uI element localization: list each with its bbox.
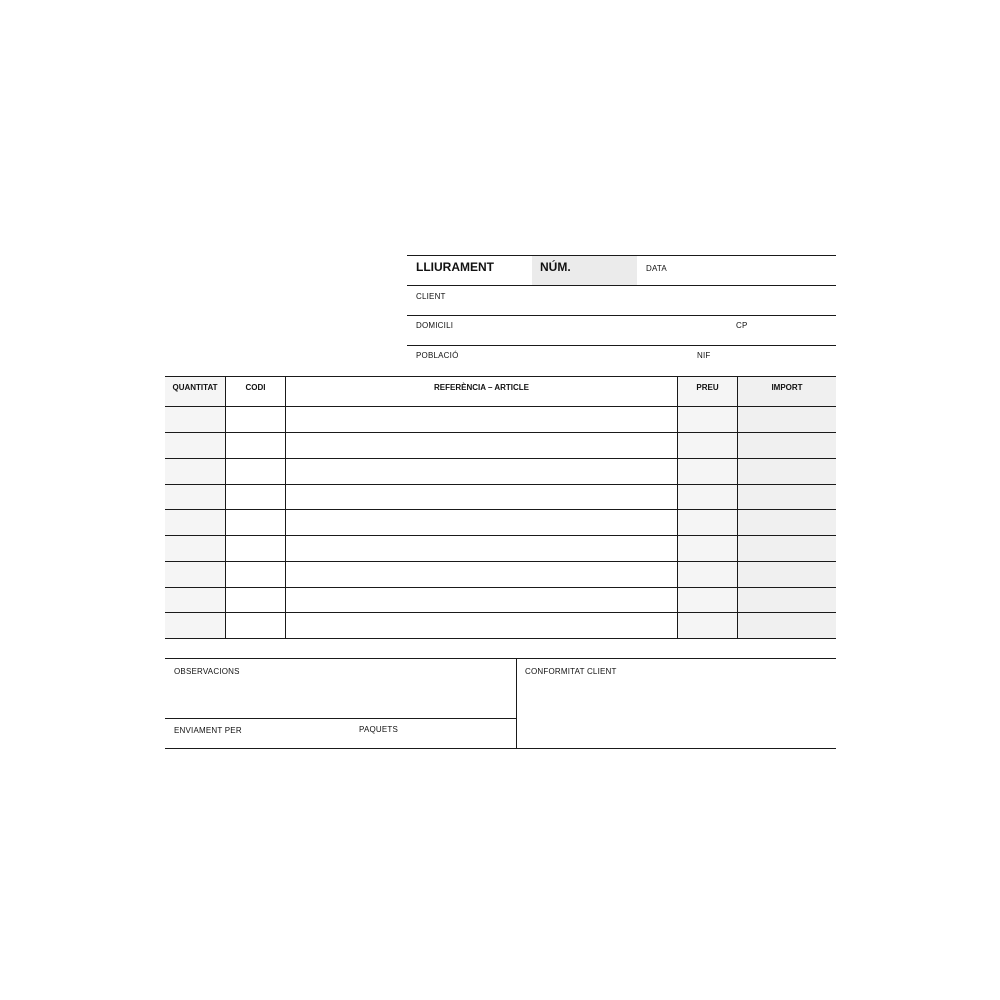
column-header-amount: IMPORT [771, 383, 803, 392]
header-rule-2 [407, 315, 836, 316]
shipping-label: ENVIAMENT PER [174, 726, 242, 735]
table-row[interactable] [165, 459, 836, 484]
footer-top-rule [165, 658, 836, 659]
table-row[interactable] [165, 485, 836, 509]
column-header-price: PREU [696, 383, 719, 392]
packages-label: PAQUETS [359, 725, 399, 734]
observations-label: OBSERVACIONS [174, 667, 240, 676]
date-label: DATA [646, 264, 667, 273]
observations-field[interactable] [165, 678, 516, 718]
table-row[interactable] [165, 510, 836, 535]
column-header-code: CODI [245, 383, 266, 392]
table-row[interactable] [165, 588, 836, 612]
number-label: NÚM. [540, 260, 571, 274]
table-top-rule [165, 376, 836, 377]
table-row[interactable] [165, 562, 836, 587]
column-header-reference: REFERÈNCIA – ARTICLE [434, 383, 529, 392]
client-approval-field[interactable] [517, 678, 836, 748]
client-approval-label: CONFORMITAT CLIENT [525, 667, 617, 676]
client-label: CLIENT [416, 292, 446, 301]
table-row[interactable] [165, 433, 836, 458]
table-row[interactable] [165, 536, 836, 561]
postcode-label: CP [736, 321, 748, 330]
table-row[interactable] [165, 613, 836, 638]
town-label: POBLACIÓ [416, 351, 459, 360]
address-label: DOMICILI [416, 321, 454, 330]
header-rule-1 [407, 285, 836, 286]
document-type-title: LLIURAMENT [416, 260, 494, 274]
table-row[interactable] [165, 407, 836, 432]
header-rule-3 [407, 345, 836, 346]
footer-bottom-rule [165, 748, 836, 749]
column-header-quantity: QUANTITAT [172, 383, 218, 392]
footer-mid-rule [165, 718, 516, 719]
table-bottom-rule [165, 638, 836, 639]
header-top-rule [407, 255, 836, 256]
tax-id-label: NIF [697, 351, 711, 360]
